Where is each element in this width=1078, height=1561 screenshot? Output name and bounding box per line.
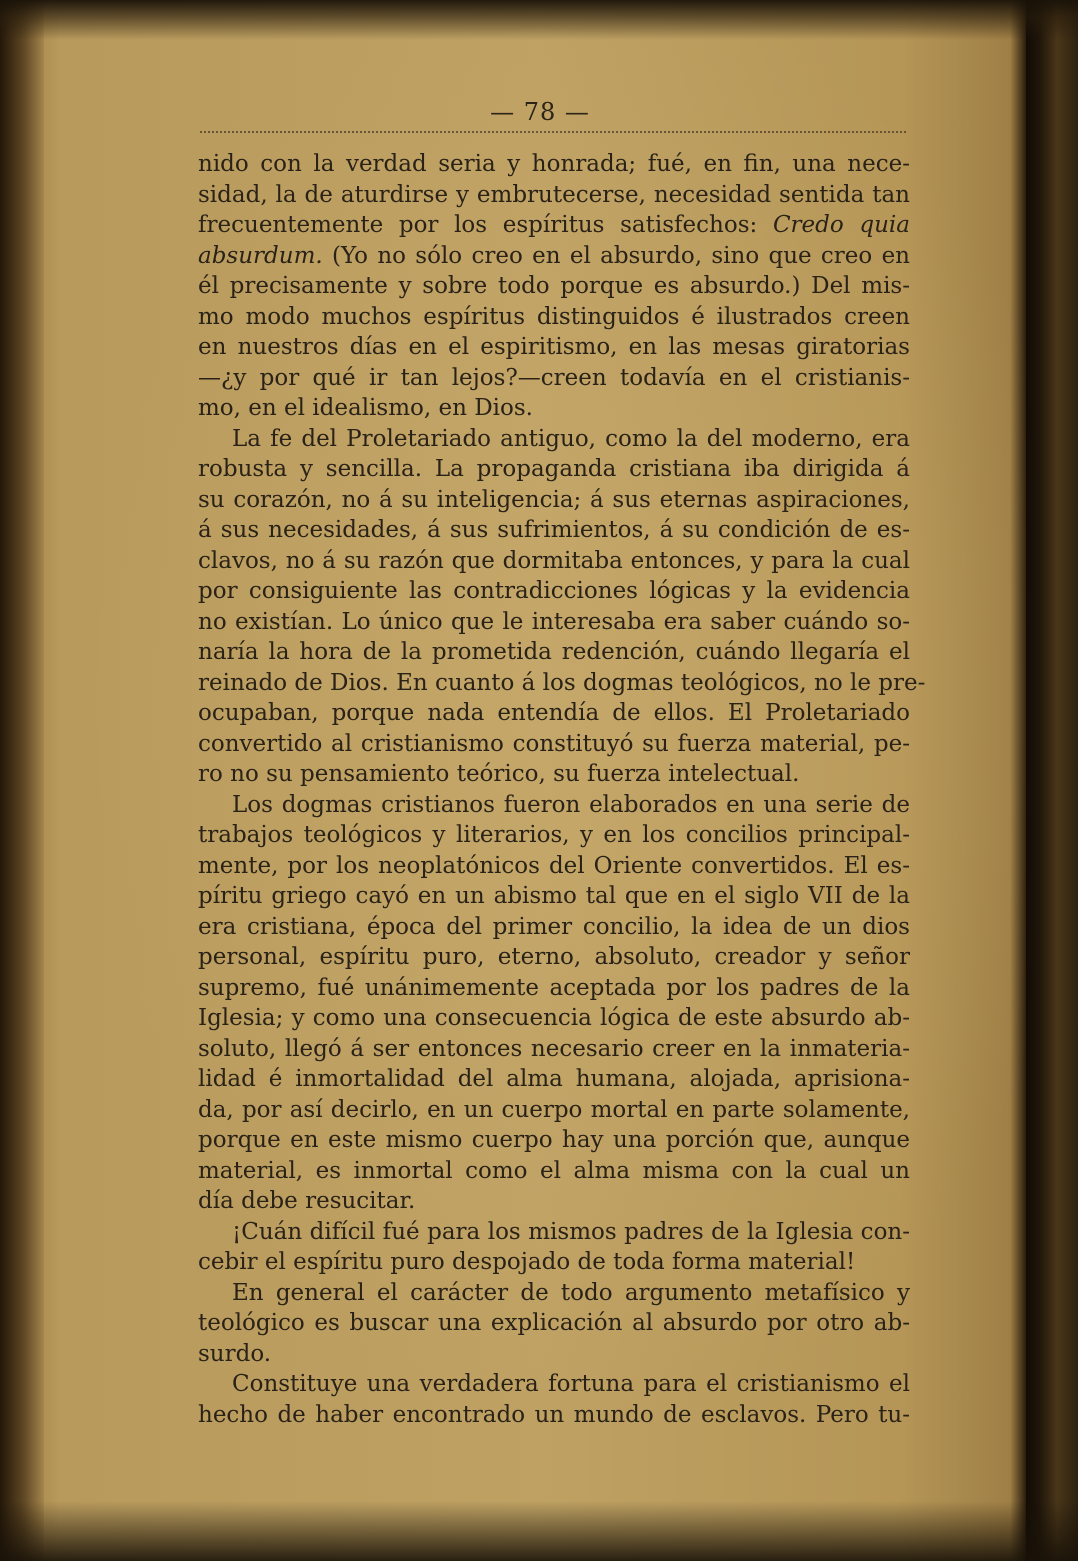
- text-line: por consiguiente las contradicciones lógicas y la evidencia: [198, 578, 910, 604]
- text-line: sidad, la de aturdirse y embrutecerse, necesidad sentida tan: [198, 181, 910, 208]
- text-line: hecho de haber encontrado un mundo de esclavos. Pero tu-: [198, 1401, 910, 1428]
- italic-text: Credo quia: [772, 212, 910, 238]
- text-line: surdo.: [198, 1340, 272, 1367]
- text-line: En general el carácter de todo argumento metafísico y: [232, 1279, 910, 1306]
- text-line: no existían. Lo único que le interesaba era saber cuándo so-: [198, 608, 910, 635]
- text-line: teológico es buscar una explicación al absurdo por otro ab-: [198, 1310, 910, 1336]
- text-line: píritu griego cayó en un abismo tal que en el siglo VII de la: [198, 883, 910, 909]
- text-line: ro no su pensamiento teórico, su fuerza intelectual.: [198, 761, 800, 787]
- italic-text: absurdum.: [198, 242, 323, 269]
- text-line: nido con la verdad seria y honrada; fué, en fin, una nece-: [198, 151, 910, 177]
- text-segment: (Yo no sólo creo en el absurdo, sino que creo en: [322, 242, 910, 269]
- text-line: era cristiana, época del primer concilio, la idea de un dios: [198, 913, 910, 940]
- text-line: —¿y por qué ir tan lejos?—creen todavía en el cristianis-: [198, 364, 910, 391]
- text-segment: frecuentemente por los espíritus satisfechos:: [198, 212, 773, 238]
- text-line: La fe del Proletariado antiguo, como la del moderno, era: [232, 425, 910, 452]
- text-line: mo modo muchos espíritus distinguidos é ilustrados creen: [198, 303, 910, 330]
- body-text: [198, 149, 926, 1430]
- top-shadow: [0, 0, 1078, 40]
- text-line: Iglesia; y como una consecuencia lógica de este absurdo ab-: [198, 1005, 910, 1031]
- text-line: cebir el espíritu puro despojado de toda forma material!: [198, 1249, 856, 1275]
- text-line: material, es inmortal como el alma misma con la cual un: [198, 1157, 910, 1184]
- text-line: lidad é inmortalidad del alma humana, alojada, aprisiona-: [198, 1066, 910, 1092]
- text-line: [198, 210, 910, 241]
- text-line: porque en este mismo cuerpo hay una porción que, aunque: [198, 1127, 910, 1153]
- text-line: en nuestros días en el espiritismo, en las mesas giratorias: [198, 334, 910, 360]
- bottom-shadow: [0, 1501, 1078, 1561]
- text-line: naría la hora de la prometida redención, cuándo llegaría el: [198, 639, 910, 665]
- page-number: — 78 —: [490, 98, 590, 126]
- text-line: robusta y sencilla. La propaganda cristiana iba dirigida á: [198, 456, 910, 482]
- text-line: mo, en el idealismo, en Dios.: [198, 395, 533, 421]
- text-line: reinado de Dios. En cuanto á los dogmas teológicos, no le pre-: [198, 669, 926, 696]
- text-line: su corazón, no á su inteligencia; á sus eternas aspiraciones,: [198, 486, 910, 513]
- text-line: ¡Cuán difícil fué para los mismos padres de la Iglesia con-: [232, 1218, 910, 1245]
- text-line: día debe resucitar.: [198, 1188, 416, 1214]
- text-line: á sus necesidades, á sus sufrimientos, á su condición de es-: [198, 517, 910, 543]
- text-line: mente, por los neoplatónicos del Oriente convertidos. El es-: [198, 852, 910, 879]
- text-line: soluto, llegó á ser entonces necesario creer en la inmateria-: [198, 1035, 910, 1062]
- text-line: trabajos teológicos y literarios, y en los concilios principal-: [198, 822, 910, 848]
- text-line: ocupaban, porque nada entendía de ellos. El Proletariado: [198, 700, 910, 726]
- text-line: personal, espíritu puro, eterno, absoluto, creador y señor: [198, 944, 910, 970]
- text-line: convertido al cristianismo constituyó su fuerza material, pe-: [198, 730, 910, 757]
- text-line: supremo, fué unánimemente aceptada por los padres de la: [198, 974, 910, 1001]
- text-line: Los dogmas cristianos fueron elaborados en una serie de: [232, 791, 910, 818]
- text-line: [198, 241, 910, 272]
- text-line: él precisamente y sobre todo porque es absurdo.) Del mis-: [198, 273, 910, 299]
- header-rule: [200, 131, 906, 133]
- adjacent-page-edge: [1026, 0, 1078, 1561]
- text-line: da, por así decirlo, en un cuerpo mortal en parte solamente,: [198, 1096, 910, 1123]
- text-line: clavos, no á su razón que dormitaba entonces, y para la cual: [198, 547, 910, 574]
- text-line: Constituye una verdadera fortuna para el cristianismo el: [232, 1371, 910, 1397]
- book-spine-edge: [0, 0, 44, 1561]
